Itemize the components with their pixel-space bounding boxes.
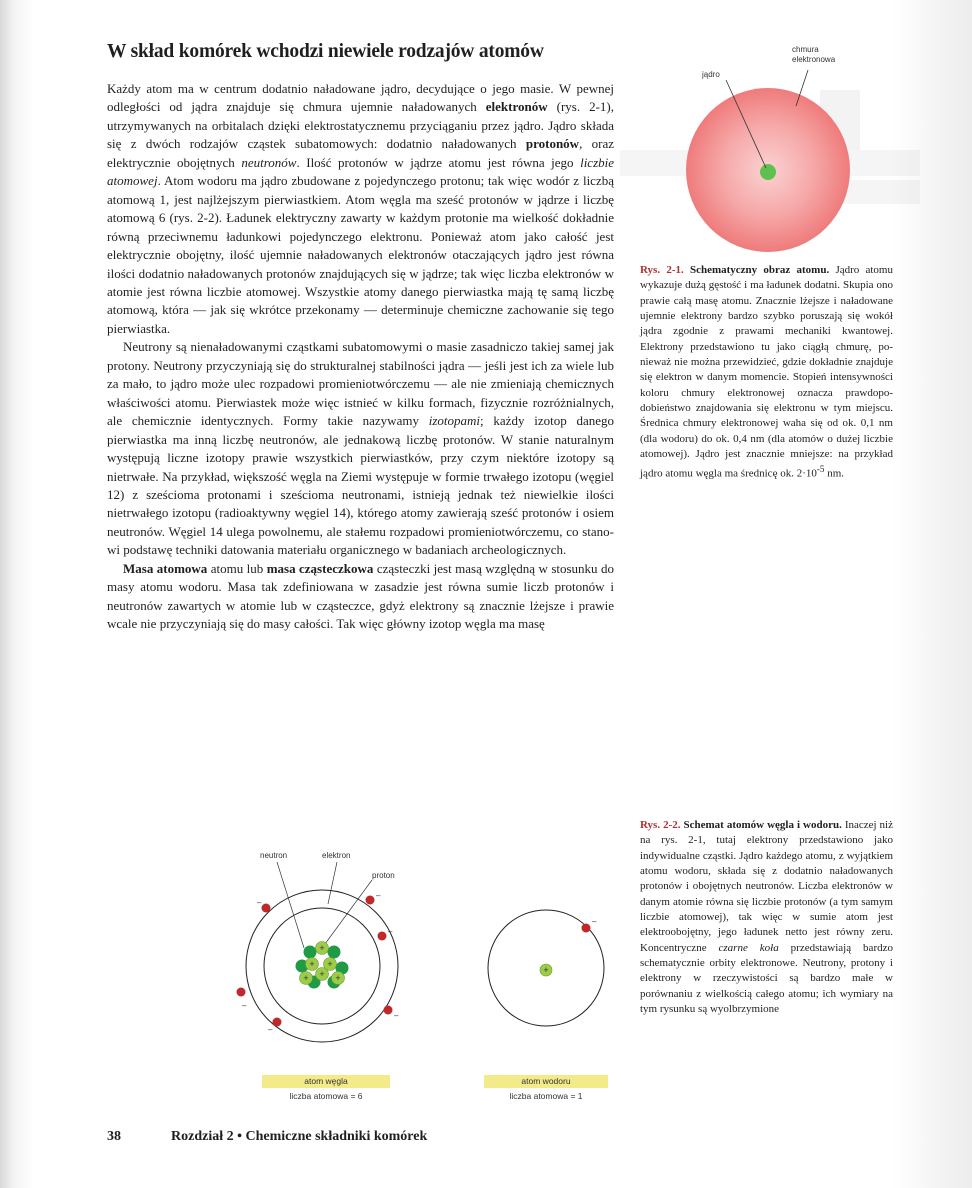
figure2-caption-title: Schemat atomów węgla i wodoru. xyxy=(683,819,842,831)
bold-term: protonów xyxy=(525,136,580,152)
atom-nucleus xyxy=(760,164,776,180)
label-electron: elektron xyxy=(322,851,351,860)
carbon-electron xyxy=(378,927,394,941)
figure2-caption-text-2: przedstawiają bardzo schematycznie orbity elektronowe. Neutrony, protony i elektrony w rzeczywistości są bardzo małe w porównaniu z wielkością całego atomu; ich wymiary na tym rysunku są wyolbrzymione xyxy=(640,941,893,1016)
text-run: atomu lub xyxy=(207,560,267,576)
page-number: 38 xyxy=(107,1129,121,1144)
figure-atom-schematic xyxy=(640,36,890,256)
svg-text:–: – xyxy=(242,1001,247,1010)
section-title: W skład komórek wchodzi niewiele rodzajów atomów xyxy=(107,41,544,62)
svg-text:+: + xyxy=(335,973,341,983)
bold-term: elektronów xyxy=(485,99,548,115)
figure2-caption xyxy=(640,818,893,1017)
proton xyxy=(316,968,329,981)
carbon-orbit-inner xyxy=(264,908,380,1024)
electron-pointer-line xyxy=(328,862,337,904)
svg-text:+: + xyxy=(327,959,333,969)
neutron-pointer-line xyxy=(277,862,304,948)
figure1-caption xyxy=(640,263,893,482)
svg-text:+: + xyxy=(543,965,549,975)
bold-term: masa cząsteczkowa xyxy=(266,560,374,576)
carbon-orbit-outer xyxy=(246,890,398,1042)
figure2-caption-italic: czarne koła xyxy=(718,941,779,954)
text-run: Neutrony są nienaładowanymi cząstkami subatomowymi o masie zasadniczo takiej samej jak protony. Neutrony przyczyniają się do strukturalnej stabilności jądra — jeśli jest ich za wiele lub za mało, to jądro może ulec rozpadowi promieniotwórczemu — ale nie zmieniają chemicznych właściwości atomu. Pierwiastek może więc istnieć w kilku formach, fizycznie rozróżnialnych, ale chemicznie identycznych. Formy takie nazywamy xyxy=(107,339,614,429)
text-run: (rys. 2-1), utrzymywanych na orbitalach dzięki elektrostatycznemu przyciąganiu przez jądro. Jądro składa się z dwóch rodzajów cząstek subatomowych: dodatnio naładowanych xyxy=(107,99,614,152)
carbon-electron xyxy=(384,1006,400,1021)
svg-text:–: – xyxy=(592,917,597,926)
main-text xyxy=(107,80,614,634)
italic-term: neutronów xyxy=(241,154,297,170)
label-cloud-line2: elektronowa xyxy=(792,55,836,64)
carbon-electron xyxy=(366,891,382,905)
hydrogen-proton xyxy=(540,964,552,976)
carbon-electron xyxy=(237,988,248,1011)
carbon-electron xyxy=(268,1018,282,1035)
neutron xyxy=(304,946,317,959)
text-run: Każdy atom ma w centrum dodatnio naładowane jądro, decydujące o jego masie. W pewnej odległości od jądra znajduje się chmura ujemnie naładowanych xyxy=(107,81,614,115)
svg-text:+: + xyxy=(319,943,325,953)
svg-text:–: – xyxy=(394,1011,399,1020)
carbon-atomic-number: liczba atomowa = 6 xyxy=(289,1091,363,1101)
text-run: , oraz elektrycznie obojętnych xyxy=(107,136,615,170)
text-run: . Ilość protonów w jądrze atomu jest równa jego xyxy=(296,154,581,170)
figure2-caption-text-1: Inaczej niż na rys. 2-1, tutaj elektrony przedstawiono jako indywidualne cząstki. Jądro każdego atomu, z wyjątkiem atomu wodoru, składa się z dodatnio naładowanych protonów i obojętnych neutronów. Liczba elektronów w danym atomie równa się liczbie protonów (a tym samym liczbie atomowej), tak więc w sumie atom jest elektroobojętny, jego ładunek netto jest równy zeru. Koncentryczne xyxy=(640,819,893,954)
figure1-caption-end: nm. xyxy=(824,468,845,481)
svg-text:+: + xyxy=(303,973,309,983)
italic-term: izotopami xyxy=(428,413,481,429)
figure1-caption-title: Schematyczny obraz atomu. xyxy=(689,264,830,276)
body-paragraph xyxy=(107,338,614,559)
label-nucleus: jądro xyxy=(702,70,720,79)
body-paragraph xyxy=(107,80,614,338)
hydrogen-electron xyxy=(582,917,598,933)
figure2-caption-number: Rys. 2-2. xyxy=(640,819,681,831)
figure1-caption-text: Jądro atomu wykazuje dużą gęstość i ma ładunek dodatni. Skupia ono prawie całą masę atomu. Znacznie lżejsze i naładowane ujemnie elektrony bardzo szybko poruszają się wokół jądra zgodnie z prawami mechaniki kwantowej. Elektrony przedstawiono tu jako ciągłą chmurę, ponieważ nie można przewidzieć, gdzie dokładnie znajduje się elektron w danym momencie. Stopień intensywności koloru chmury elektronowej oznacza prawdopodobieństwo znajdowania się elektronu w tym miejscu. Średnica chmury elektronowej waha się od ok. 0,1 nm (dla wodoru) do ok. 0,4 nm (dla atomów o dużej liczbie atomowej). Jądro jest znacznie mniejsze: na przykład jądro atomu węgla ma średnicę ok. 2·10 xyxy=(640,264,893,481)
hydrogen-atomic-number: liczba atomowa = 1 xyxy=(509,1091,583,1101)
neutron xyxy=(328,946,341,959)
proton xyxy=(300,972,313,985)
scan-shadow-left xyxy=(0,0,34,1188)
running-footer-chapter: Rozdział 2 • Chemiczne składniki komórek xyxy=(171,1129,428,1144)
label-cloud-line1: chmura xyxy=(792,45,819,54)
label-neutron: neutron xyxy=(260,851,288,860)
text-run: cząsteczki jest masą względną w stosunku do masy atomu wodoru. Masa tak zdefiniowana w zasadzie jest równa sumie liczb protonów i neutronów zawartych w atomie lub w cząsteczce, gdyż elektrony są znacznie lżejsze i prawie wcale nie przyczyniają się do masy całości. Tak więc główny izotop węgla ma masę xyxy=(107,560,614,632)
text-run: . Atom wodoru ma jądro zbudowane z pojedynczego protonu; tak więc wodór z liczbą atomową 1, jest najlżejszym pierwiastkiem. Atom węgla ma sześć protonów w jądrze i liczbę atomową 6 (rys. 2-2). Ładunek elektryczny zawarty w każdym protonie ma wielkość dokładnie równą przeciwnemu ładunkowi pojedynczego elektronu. Ponieważ atom jako całość jest elektrycznie obojętny, ilość ujemnie naładowanych elektronów otaczających jądro jest równa ilości dodatnio naładowanych protonów znajdujących się w jądrze; tak więc liczba elektronów w atomie jest równa liczbie atomowej. Wszystkie atomy danego pierwiastka mają tę samą liczbę atomową, która — jak się wkrótce przekonamy — determinuje chemiczne zachowanie się tego pierwiastka. xyxy=(107,173,614,336)
page-footer xyxy=(107,1129,427,1145)
proton xyxy=(306,958,319,971)
hydrogen-atom-label: atom wodoru xyxy=(484,1075,608,1088)
svg-text:–: – xyxy=(257,898,262,907)
text-run: ; każdy izotop danego pierwiastka ma inną liczbę neutronów, ale jednakową liczbę protonów. W stanie naturalnym występują liczne izotopy prawie wszystkich pierwiastków, przy czym niektóre izotopy są nietrwałe. Na przykład, większość węgla na Ziemi występuje w formie trwałego izotopu (węgiel 12) z sześcioma protonami i sześcioma neutronami, istnieją jednak też niewielkie ilości nietrwałego izotopu (radioaktywny węgiel 14), którego atomy zawierają sześć protonów i osiem neutronów. Węgiel 14 ulega powolnemu, ale stałemu rozpadowi promieniotwórczemu, co stanowi podstawę techniki datowania materiału organicznego w badaniach archeologicznych. xyxy=(107,413,615,558)
bold-term: Masa atomowa xyxy=(123,560,208,576)
proton xyxy=(332,972,345,985)
svg-text:+: + xyxy=(319,969,325,979)
figure1-caption-exponent: -5 xyxy=(816,464,825,475)
svg-text:–: – xyxy=(388,927,393,936)
italic-term: liczbie atomowej xyxy=(107,154,615,189)
figure1-caption-number: Rys. 2-1. xyxy=(640,264,684,276)
carbon-electron xyxy=(257,898,271,913)
carbon-atom-label: atom węgla xyxy=(262,1075,390,1088)
proton xyxy=(316,942,329,955)
svg-text:+: + xyxy=(309,959,315,969)
label-proton: proton xyxy=(372,871,395,880)
figure-carbon-hydrogen xyxy=(222,848,632,1138)
carbon-nucleus xyxy=(296,942,349,989)
body-paragraph xyxy=(107,560,614,634)
svg-text:–: – xyxy=(268,1025,273,1034)
svg-text:–: – xyxy=(376,891,381,900)
